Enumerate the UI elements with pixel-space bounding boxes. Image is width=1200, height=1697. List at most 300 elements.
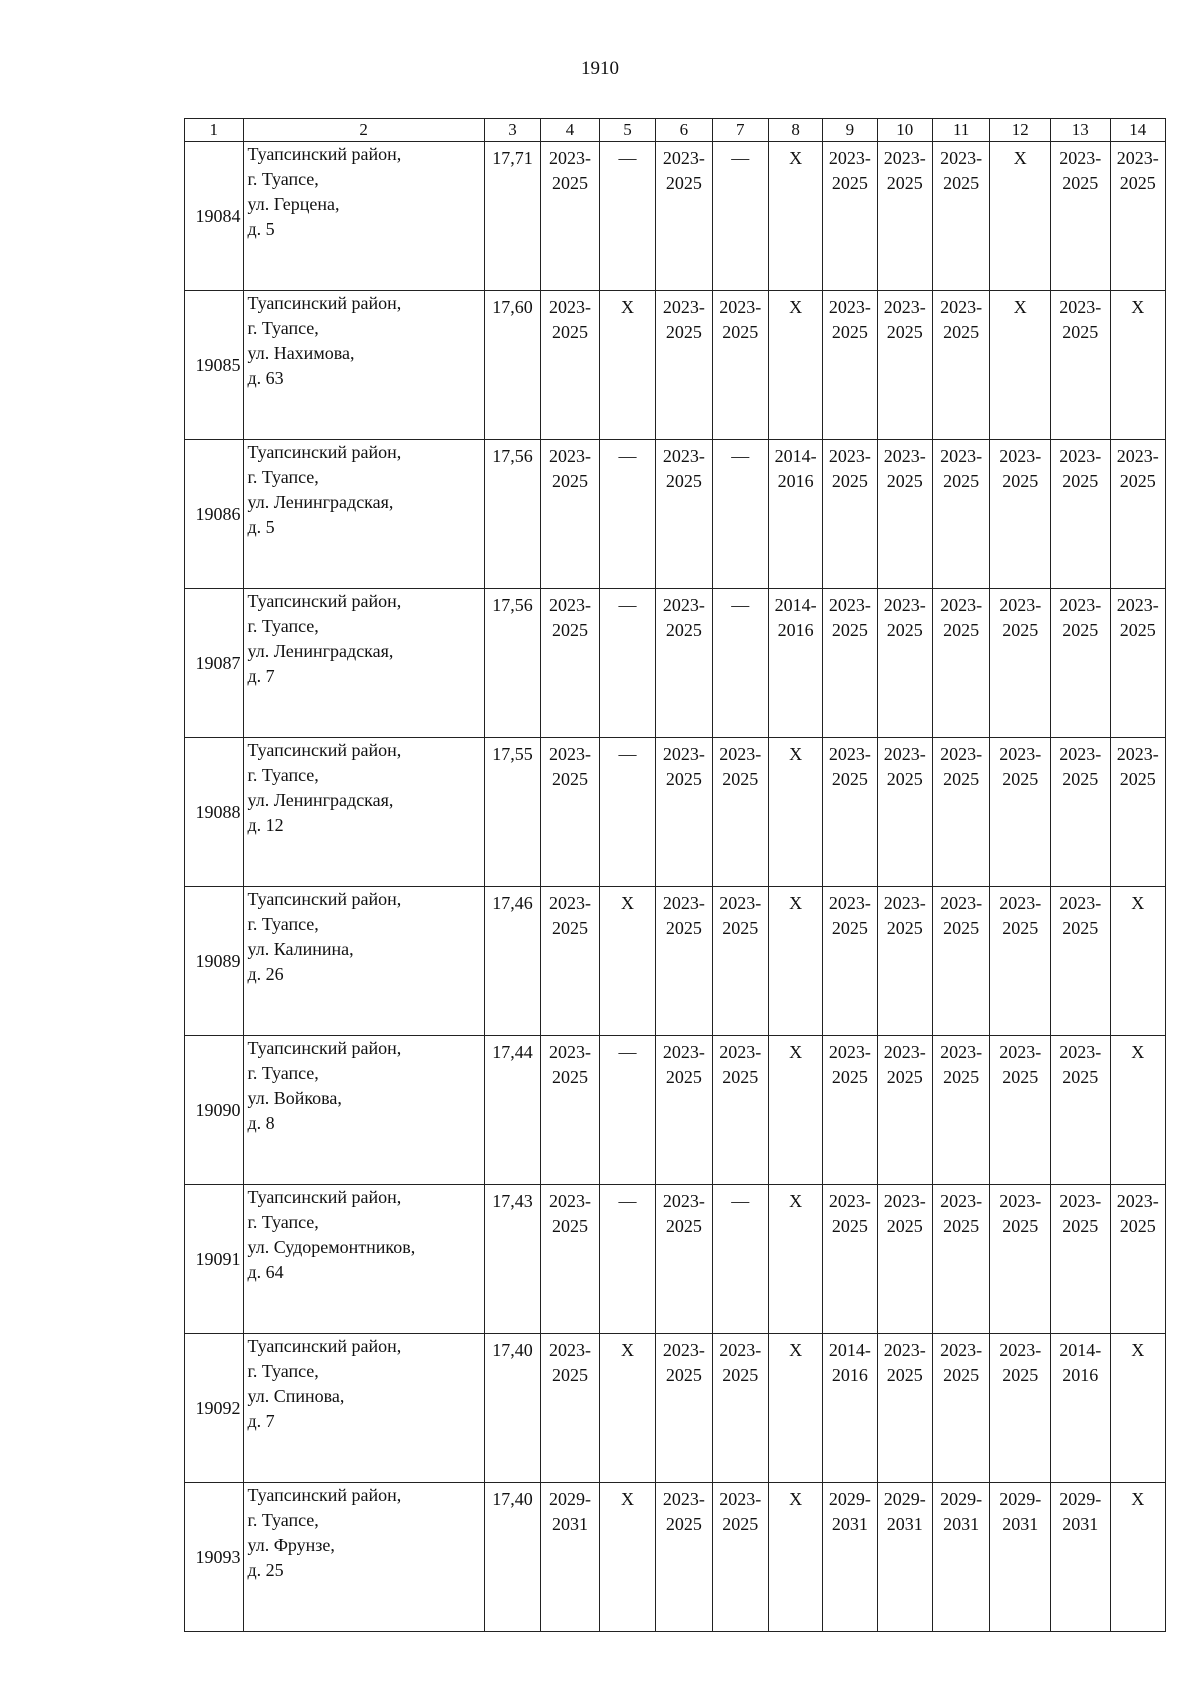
period-cell	[599, 1036, 655, 1185]
address-cell	[243, 1483, 484, 1632]
period-line: 2025	[831, 769, 868, 789]
period-line: 2023-	[940, 1340, 983, 1360]
period-line: 2025	[1062, 769, 1099, 789]
period-line: 2025	[1062, 471, 1099, 491]
period-line: Х	[789, 297, 803, 317]
period-cell	[823, 291, 877, 440]
period-cell	[656, 887, 712, 1036]
period-line: 2025	[1002, 769, 1039, 789]
row-number: 19091	[185, 1185, 244, 1334]
period-cell	[1110, 440, 1165, 589]
period-line: 2014-	[1059, 1340, 1102, 1360]
period-line: 2023-	[719, 744, 762, 764]
period-line: Х	[1131, 1340, 1145, 1360]
period-cell	[656, 142, 712, 291]
period-line: 2025	[665, 918, 702, 938]
period-line: 2023-	[548, 1191, 591, 1211]
period-line: 2025	[831, 620, 868, 640]
period-line: 2025	[665, 1067, 702, 1087]
period-line: 2023-	[940, 148, 983, 168]
period-cell	[823, 1185, 877, 1334]
period-cell	[768, 1036, 822, 1185]
period-line: 2016	[831, 1365, 868, 1385]
period-cell	[768, 1185, 822, 1334]
period-line: 2023-	[828, 148, 871, 168]
period-line: Х	[789, 148, 803, 168]
period-line: 2025	[551, 769, 588, 789]
period-line: 2023-	[548, 1340, 591, 1360]
period-line: Х	[789, 1489, 803, 1509]
row-number: 19092	[185, 1334, 244, 1483]
period-cell	[823, 1334, 877, 1483]
address-line: ул. Ленинградская,	[247, 790, 394, 810]
period-cell	[541, 589, 600, 738]
period-line: 2023-	[719, 297, 762, 317]
period-line: 2023-	[1059, 893, 1102, 913]
period-line: Х	[789, 744, 803, 764]
address-cell	[243, 738, 484, 887]
period-cell	[599, 1483, 655, 1632]
period-line: 2023-	[828, 893, 871, 913]
address-cell	[243, 1334, 484, 1483]
area-cell: 17,56	[484, 440, 540, 589]
table-row	[185, 1483, 1166, 1632]
period-line: 2023-	[999, 1042, 1042, 1062]
period-line: 2025	[831, 173, 868, 193]
period-cell	[932, 142, 989, 291]
period-line: 2023-	[662, 744, 705, 764]
address-line: Туапсинский район,	[247, 1038, 402, 1058]
period-line: 2023-	[719, 1489, 762, 1509]
area-cell: 17,40	[484, 1483, 540, 1632]
period-line: 2031	[943, 1514, 980, 1534]
table-row	[185, 1185, 1166, 1334]
period-line: 2023-	[940, 297, 983, 317]
period-line: 2025	[551, 1067, 588, 1087]
period-line: 2025	[1119, 1216, 1156, 1236]
period-cell	[656, 738, 712, 887]
period-cell	[656, 1036, 712, 1185]
period-line: Х	[620, 1489, 634, 1509]
period-line: 2023-	[548, 893, 591, 913]
address-line: Туапсинский район,	[247, 442, 402, 462]
period-line: 2023-	[999, 595, 1042, 615]
address-line: д. 7	[247, 666, 275, 686]
column-header: 14	[1110, 119, 1165, 142]
period-cell	[541, 887, 600, 1036]
period-cell	[1110, 589, 1165, 738]
period-line: 2025	[831, 471, 868, 491]
address-line: г. Туапсе,	[247, 1361, 319, 1381]
period-line: 2031	[831, 1514, 868, 1534]
period-cell	[541, 142, 600, 291]
period-line: 2023-	[548, 744, 591, 764]
address-line: ул. Войкова,	[247, 1088, 342, 1108]
period-line: —	[618, 595, 637, 615]
period-line: 2025	[943, 918, 980, 938]
table-row	[185, 589, 1166, 738]
period-line: 2023-	[883, 893, 926, 913]
period-line: 2025	[722, 918, 759, 938]
period-line: 2023-	[662, 1191, 705, 1211]
period-cell	[768, 1483, 822, 1632]
address-cell	[243, 1036, 484, 1185]
row-number: 19084	[185, 142, 244, 291]
period-cell	[932, 1334, 989, 1483]
period-line: 2025	[665, 173, 702, 193]
address-line: Туапсинский район,	[247, 144, 402, 164]
period-line: 2025	[1062, 1067, 1099, 1087]
area-cell: 17,43	[484, 1185, 540, 1334]
period-line: 2031	[1062, 1514, 1099, 1534]
column-header: 6	[656, 119, 712, 142]
period-cell	[877, 1036, 932, 1185]
period-line: 2025	[1002, 1365, 1039, 1385]
period-cell	[990, 1483, 1051, 1632]
period-cell	[656, 1483, 712, 1632]
period-cell	[1110, 1185, 1165, 1334]
row-number: 19093	[185, 1483, 244, 1632]
period-line: 2025	[665, 322, 702, 342]
period-line: 2031	[1002, 1514, 1039, 1534]
period-line: Х	[620, 893, 634, 913]
period-line: 2025	[665, 1365, 702, 1385]
period-line: 2023-	[719, 893, 762, 913]
period-line: 2023-	[999, 1340, 1042, 1360]
period-line: 2025	[551, 1216, 588, 1236]
period-line: 2023-	[1116, 595, 1159, 615]
period-line: 2014-	[774, 595, 817, 615]
column-header: 8	[768, 119, 822, 142]
period-line: 2023-	[999, 446, 1042, 466]
period-line: —	[618, 1042, 637, 1062]
period-line: —	[731, 148, 750, 168]
column-header: 3	[484, 119, 540, 142]
period-cell	[990, 1334, 1051, 1483]
area-cell: 17,55	[484, 738, 540, 887]
period-cell	[656, 440, 712, 589]
period-line: 2023-	[999, 744, 1042, 764]
period-line: 2023-	[1116, 744, 1159, 764]
period-line: 2023-	[828, 297, 871, 317]
address-line: г. Туапсе,	[247, 616, 319, 636]
row-number: 19087	[185, 589, 244, 738]
period-cell	[541, 440, 600, 589]
period-line: 2025	[886, 471, 923, 491]
period-line: —	[618, 744, 637, 764]
period-cell	[1110, 738, 1165, 887]
address-cell	[243, 142, 484, 291]
period-cell	[712, 887, 768, 1036]
address-line: д. 8	[247, 1113, 275, 1133]
period-line: 2031	[551, 1514, 588, 1534]
period-line: —	[618, 446, 637, 466]
period-cell	[990, 440, 1051, 589]
period-line: 2023-	[883, 744, 926, 764]
period-line: 2023-	[828, 744, 871, 764]
area-cell: 17,71	[484, 142, 540, 291]
period-line: 2023-	[940, 744, 983, 764]
period-line: 2023-	[883, 297, 926, 317]
period-line: 2025	[665, 769, 702, 789]
address-line: д. 7	[247, 1411, 275, 1431]
area-cell: 17,46	[484, 887, 540, 1036]
period-line: 2023-	[719, 1340, 762, 1360]
period-line: 2023-	[999, 893, 1042, 913]
period-line: 2025	[1062, 173, 1099, 193]
address-line: ул. Герцена,	[247, 194, 340, 214]
period-line: 2029-	[883, 1489, 926, 1509]
address-cell	[243, 440, 484, 589]
address-line: д. 63	[247, 368, 284, 388]
period-cell	[656, 589, 712, 738]
period-cell	[599, 440, 655, 589]
period-line: 2023-	[548, 148, 591, 168]
period-line: 2023-	[662, 148, 705, 168]
period-cell	[541, 1334, 600, 1483]
period-line: 2029-	[1059, 1489, 1102, 1509]
period-cell	[877, 440, 932, 589]
period-line: 2023-	[719, 1042, 762, 1062]
period-line: 2025	[1119, 769, 1156, 789]
address-line: Туапсинский район,	[247, 1187, 402, 1207]
period-line: 2025	[943, 1365, 980, 1385]
period-line: 2023-	[940, 446, 983, 466]
period-line: 2029-	[828, 1489, 871, 1509]
period-cell	[599, 1185, 655, 1334]
period-line: —	[618, 1191, 637, 1211]
period-line: 2025	[886, 918, 923, 938]
address-line: г. Туапсе,	[247, 467, 319, 487]
period-cell	[712, 738, 768, 887]
period-cell	[1110, 1334, 1165, 1483]
period-line: 2023-	[548, 595, 591, 615]
table-row	[185, 440, 1166, 589]
period-line: 2023-	[662, 1340, 705, 1360]
period-line: 2025	[1119, 173, 1156, 193]
period-line: 2014-	[774, 446, 817, 466]
period-line: 2023-	[1116, 446, 1159, 466]
period-line: 2023-	[662, 893, 705, 913]
period-line: 2023-	[883, 446, 926, 466]
period-cell	[712, 589, 768, 738]
period-line: Х	[620, 297, 634, 317]
column-header: 1	[185, 119, 244, 142]
period-line: 2023-	[662, 446, 705, 466]
period-line: 2029-	[999, 1489, 1042, 1509]
period-line: 2025	[1002, 1067, 1039, 1087]
period-line: 2023-	[1059, 1191, 1102, 1211]
period-cell	[1050, 291, 1110, 440]
address-line: д. 5	[247, 517, 275, 537]
period-cell	[1050, 589, 1110, 738]
address-line: г. Туапсе,	[247, 765, 319, 785]
period-cell	[823, 142, 877, 291]
period-cell	[1110, 887, 1165, 1036]
period-cell	[990, 291, 1051, 440]
period-line: 2023-	[1059, 595, 1102, 615]
period-cell	[877, 738, 932, 887]
period-cell	[599, 887, 655, 1036]
period-line: Х	[789, 1191, 803, 1211]
period-cell	[768, 738, 822, 887]
address-line: г. Туапсе,	[247, 318, 319, 338]
period-cell	[823, 887, 877, 1036]
address-line: д. 26	[247, 964, 284, 984]
period-cell	[877, 291, 932, 440]
period-cell	[599, 738, 655, 887]
period-line: 2029-	[548, 1489, 591, 1509]
period-line: 2025	[886, 620, 923, 640]
address-line: г. Туапсе,	[247, 169, 319, 189]
row-number: 19089	[185, 887, 244, 1036]
period-line: 2025	[1119, 620, 1156, 640]
period-line: Х	[789, 1340, 803, 1360]
period-cell	[1050, 887, 1110, 1036]
address-cell	[243, 1185, 484, 1334]
table-row	[185, 738, 1166, 887]
period-line: Х	[620, 1340, 634, 1360]
period-line: 2023-	[828, 446, 871, 466]
period-line: 2025	[831, 1216, 868, 1236]
period-line: Х	[1131, 297, 1145, 317]
period-cell	[1050, 440, 1110, 589]
period-line: 2014-	[828, 1340, 871, 1360]
address-cell	[243, 291, 484, 440]
period-line: 2025	[1062, 322, 1099, 342]
period-line: 2023-	[940, 1191, 983, 1211]
period-line: Х	[1131, 893, 1145, 913]
period-cell	[768, 440, 822, 589]
period-cell	[599, 589, 655, 738]
column-header: 4	[541, 119, 600, 142]
period-line: 2023-	[548, 446, 591, 466]
period-cell	[1110, 291, 1165, 440]
period-line: 2025	[943, 173, 980, 193]
period-cell	[877, 589, 932, 738]
period-line: 2025	[665, 471, 702, 491]
column-header: 11	[932, 119, 989, 142]
period-line: Х	[1013, 297, 1027, 317]
period-line: 2023-	[883, 595, 926, 615]
period-line: —	[731, 1191, 750, 1211]
address-line: ул. Ленинградская,	[247, 641, 394, 661]
period-line: 2025	[551, 620, 588, 640]
column-header: 12	[990, 119, 1051, 142]
period-line: 2025	[943, 471, 980, 491]
address-line: ул. Калинина,	[247, 939, 354, 959]
address-line: Туапсинский район,	[247, 1336, 402, 1356]
period-cell	[541, 1483, 600, 1632]
period-cell	[541, 1036, 600, 1185]
table-row	[185, 291, 1166, 440]
period-line: 2023-	[883, 1042, 926, 1062]
table-body	[185, 119, 1166, 1632]
period-line: 2023-	[662, 297, 705, 317]
period-line: 2025	[722, 1365, 759, 1385]
address-line: г. Туапсе,	[247, 1212, 319, 1232]
period-cell	[823, 738, 877, 887]
period-cell	[990, 1185, 1051, 1334]
period-cell	[932, 440, 989, 589]
column-header: 7	[712, 119, 768, 142]
period-cell	[1050, 1036, 1110, 1185]
period-line: Х	[1131, 1042, 1145, 1062]
period-cell	[712, 142, 768, 291]
period-cell	[599, 291, 655, 440]
period-line: 2023-	[883, 1340, 926, 1360]
address-line: д. 64	[247, 1262, 284, 1282]
period-line: 2025	[1002, 1216, 1039, 1236]
period-line: 2023-	[1059, 446, 1102, 466]
table-row	[185, 1334, 1166, 1483]
period-line: 2025	[1062, 1216, 1099, 1236]
period-line: Х	[1013, 148, 1027, 168]
period-cell	[1050, 1185, 1110, 1334]
period-line: 2023-	[1116, 1191, 1159, 1211]
column-header: 5	[599, 119, 655, 142]
period-line: 2025	[551, 918, 588, 938]
period-cell	[541, 291, 600, 440]
address-line: ул. Фрунзе,	[247, 1535, 335, 1555]
address-line: д. 25	[247, 1560, 284, 1580]
period-line: 2025	[722, 769, 759, 789]
area-cell: 17,56	[484, 589, 540, 738]
period-cell	[932, 1185, 989, 1334]
period-cell	[877, 887, 932, 1036]
period-line: 2025	[722, 1067, 759, 1087]
period-line: 2016	[777, 471, 814, 491]
period-line: 2025	[943, 1067, 980, 1087]
period-line: 2023-	[940, 595, 983, 615]
period-line: 2025	[886, 1067, 923, 1087]
address-line: Туапсинский район,	[247, 591, 402, 611]
period-line: 2025	[943, 322, 980, 342]
period-cell	[823, 440, 877, 589]
period-cell	[541, 738, 600, 887]
period-cell	[990, 142, 1051, 291]
period-cell	[932, 589, 989, 738]
period-line: 2025	[551, 1365, 588, 1385]
period-line: 2023-	[828, 595, 871, 615]
period-line: 2023-	[940, 1042, 983, 1062]
period-cell	[768, 1334, 822, 1483]
table-row	[185, 887, 1166, 1036]
period-line: 2025	[831, 322, 868, 342]
period-line: 2025	[943, 1216, 980, 1236]
period-line: 2025	[886, 173, 923, 193]
period-line: 2023-	[662, 1489, 705, 1509]
address-line: ул. Спинова,	[247, 1386, 345, 1406]
period-line: 2023-	[940, 893, 983, 913]
period-line: 2025	[551, 173, 588, 193]
address-cell	[243, 589, 484, 738]
period-cell	[712, 440, 768, 589]
address-line: д. 12	[247, 815, 284, 835]
period-cell	[599, 142, 655, 291]
period-line: 2023-	[828, 1042, 871, 1062]
period-cell	[990, 589, 1051, 738]
period-line: 2025	[1002, 471, 1039, 491]
page-number: 1910	[581, 58, 619, 79]
period-line: 2025	[1062, 918, 1099, 938]
period-line: 2025	[665, 1216, 702, 1236]
period-cell	[823, 1483, 877, 1632]
area-cell: 17,60	[484, 291, 540, 440]
period-cell	[768, 589, 822, 738]
period-line: 2025	[886, 769, 923, 789]
period-line: Х	[1131, 1489, 1145, 1509]
